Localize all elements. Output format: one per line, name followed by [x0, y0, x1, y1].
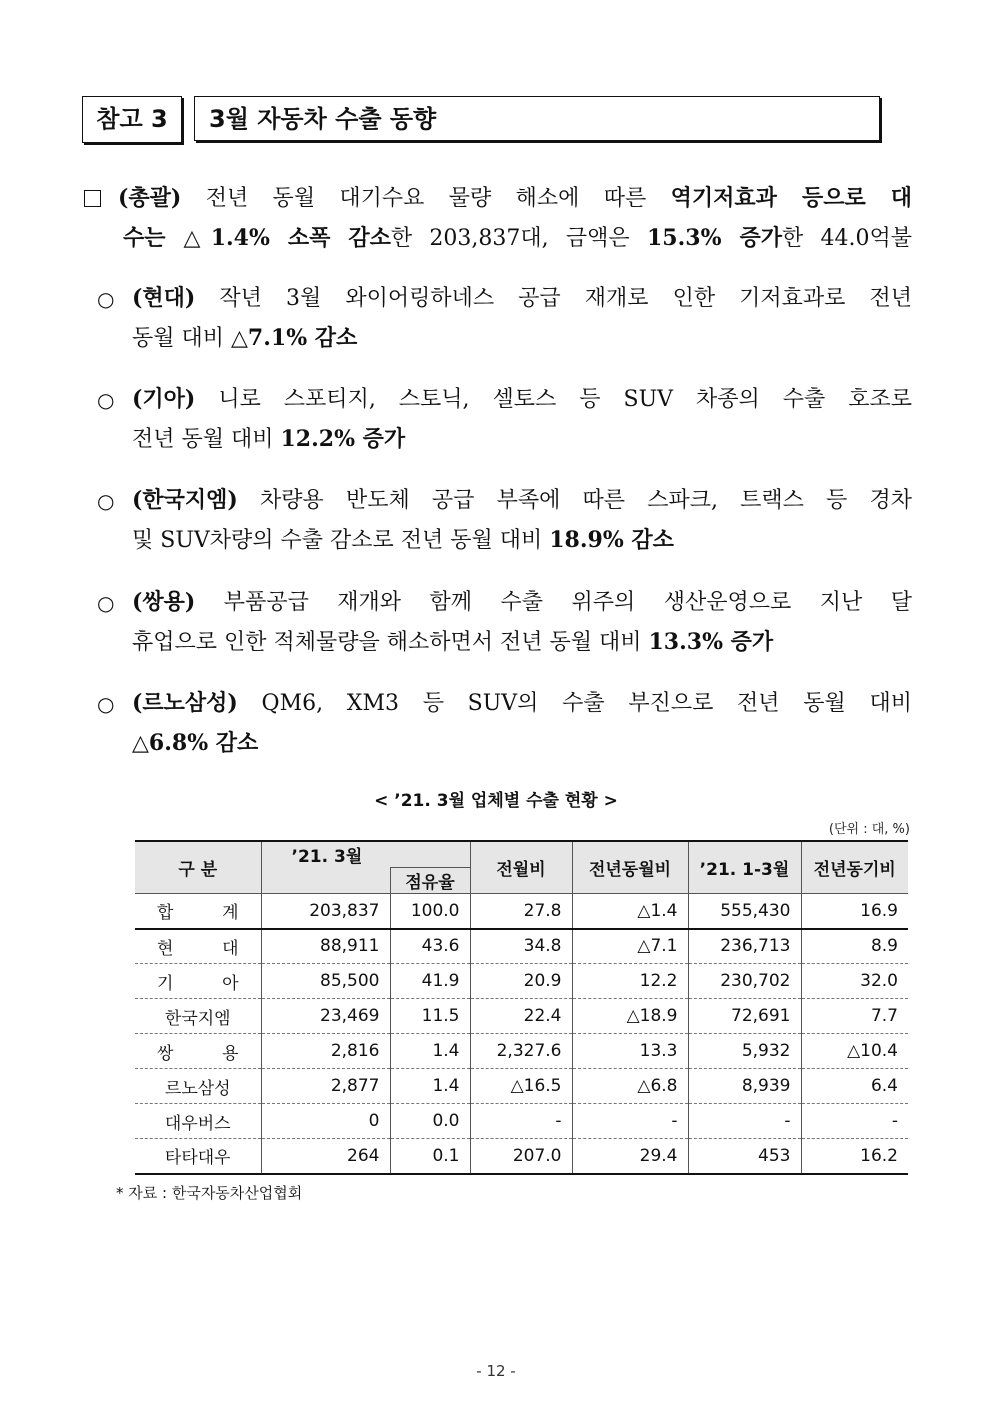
cell: 0.1	[390, 1139, 470, 1174]
summary-text-1: 전년 동월 대기수요 물량 해소에 따른	[181, 186, 671, 211]
summary-paragraph	[118, 178, 912, 218]
item-label: (쌍용)	[132, 589, 196, 615]
cell: 20.9	[470, 964, 572, 999]
page-title: 3월 자동차 수출 동향	[194, 96, 880, 141]
item-label: (르노삼성)	[132, 690, 238, 716]
header-q1-yoy: 전년동기비	[801, 841, 908, 894]
cell: 555,430	[688, 894, 801, 929]
cell-name: 합 계	[135, 894, 261, 929]
summary-paragraph-line2	[118, 218, 912, 258]
summary-bold-2: 수는 △1.4% 소폭 감소	[123, 225, 391, 251]
cell: 16.2	[801, 1139, 908, 1174]
cell: -	[572, 1104, 688, 1139]
cell: △18.9	[572, 999, 688, 1034]
cell: 34.8	[470, 929, 572, 964]
cell-name: 대우버스	[135, 1104, 261, 1139]
bullet-icon: ○	[97, 388, 115, 412]
item-kia	[132, 379, 912, 459]
cell: 264	[261, 1139, 390, 1174]
cell: 27.8	[470, 894, 572, 929]
header-mom: 전월비	[470, 841, 572, 894]
cell: 0	[261, 1104, 390, 1139]
cell: -	[801, 1104, 908, 1139]
source-note: * 자료 : 한국자동차산업협회	[116, 1184, 303, 1202]
cell: 32.0	[801, 964, 908, 999]
item-gm-korea	[132, 480, 912, 560]
item-line2-bold: 12.2% 증가	[280, 426, 406, 452]
item-hyundai	[132, 278, 912, 358]
bullet-icon: ○	[97, 591, 115, 615]
cell: △10.4	[801, 1034, 908, 1069]
cell-name: 한국지엠	[135, 999, 261, 1034]
summary-label: (총괄)	[118, 185, 182, 211]
cell: 11.5	[390, 999, 470, 1034]
header-q1: ’21. 1-3월	[688, 841, 801, 894]
cell: 100.0	[390, 894, 470, 929]
header-share: 점유율	[390, 868, 470, 894]
cell: 72,691	[688, 999, 801, 1034]
cell: △1.4	[572, 894, 688, 929]
checkbox-square-icon	[84, 190, 101, 207]
cell: 41.9	[390, 964, 470, 999]
cell: 8.9	[801, 929, 908, 964]
cell: 236,713	[688, 929, 801, 964]
table-row	[135, 1139, 908, 1174]
table-row	[135, 1104, 908, 1139]
cell: 6.4	[801, 1069, 908, 1104]
cell: -	[470, 1104, 572, 1139]
cell: 453	[688, 1139, 801, 1174]
item-line2-bold: △6.8% 감소	[132, 730, 259, 756]
item-line1: 니로 스포티지, 스토닉, 셀토스 등 SUV 차종의 수출 호조로	[195, 387, 912, 412]
reference-label: 참고 3	[82, 96, 182, 143]
cell: △6.8	[572, 1069, 688, 1104]
cell: 203,837	[261, 894, 390, 929]
cell: △7.1	[572, 929, 688, 964]
cell: 12.2	[572, 964, 688, 999]
summary-text-3: 한 44.0억불	[781, 226, 913, 251]
cell: 2,816	[261, 1034, 390, 1069]
cell: 13.3	[572, 1034, 688, 1069]
cell: △16.5	[470, 1069, 572, 1104]
header-spacer	[261, 868, 390, 894]
table-row	[135, 999, 908, 1034]
item-ssangyong	[132, 582, 912, 662]
item-line2-text: 및 SUV차량의 수출 감소로 전년 동월 대비	[132, 528, 550, 553]
table-row-total	[135, 894, 908, 929]
item-label: (현대)	[132, 285, 196, 311]
item-line2-text: 동월 대비	[132, 326, 231, 351]
item-label: (기아)	[132, 386, 196, 412]
cell: 88,911	[261, 929, 390, 964]
cell: 8,939	[688, 1069, 801, 1104]
cell: 7.7	[801, 999, 908, 1034]
cell: 2,327.6	[470, 1034, 572, 1069]
item-line1: 부품공급 재개와 함께 수출 위주의 생산운영으로 지난 달	[195, 590, 912, 615]
cell: 85,500	[261, 964, 390, 999]
cell-name: 르노삼성	[135, 1069, 261, 1104]
table-row	[135, 964, 908, 999]
cell: 2,877	[261, 1069, 390, 1104]
summary-bold-3: 15.3% 증가	[647, 225, 782, 251]
item-line1: 차량용 반도체 공급 부족에 따른 스파크, 트랙스 등 경차	[237, 488, 912, 513]
table-title: < ’21. 3월 업체별 수출 현황 >	[374, 791, 618, 811]
cell: 0.0	[390, 1104, 470, 1139]
summary-bold-1: 역기저효과 등으로 대	[670, 185, 913, 211]
item-renault-samsung	[132, 683, 912, 763]
cell: 29.4	[572, 1139, 688, 1174]
item-line2-bold: 13.3% 증가	[648, 629, 774, 655]
cell: 23,469	[261, 999, 390, 1034]
cell: 1.4	[390, 1069, 470, 1104]
bullet-icon: ○	[97, 287, 115, 311]
cell-name: 쌍 용	[135, 1034, 261, 1069]
cell-name: 타타대우	[135, 1139, 261, 1174]
table-unit: (단위 : 대, %)	[828, 822, 910, 837]
item-line2-text: 전년 동월 대비	[132, 427, 281, 452]
cell: 43.6	[390, 929, 470, 964]
cell: 1.4	[390, 1034, 470, 1069]
item-line1: QM6, XM3 등 SUV의 수출 부진으로 전년 동월 대비	[237, 691, 912, 716]
item-line2-bold: △7.1% 감소	[231, 325, 358, 351]
bullet-icon: ○	[97, 489, 115, 513]
header-march: ’21. 3월	[261, 841, 470, 868]
item-line1: 작년 3월 와이어링하네스 공급 재개로 인한 기저효과로 전년	[195, 286, 912, 311]
header-yoy: 전년동월비	[572, 841, 688, 894]
cell: -	[688, 1104, 801, 1139]
page-number: - 12 -	[476, 1362, 516, 1380]
table-row	[135, 1034, 908, 1069]
item-line2-text: 휴업으로 인한 적체물량을 해소하면서 전년 동월 대비	[132, 630, 649, 655]
item-label: (한국지엠)	[132, 487, 238, 513]
header-category: 구 분	[135, 841, 261, 894]
cell: 22.4	[470, 999, 572, 1034]
summary-text-2: 한 203,837대, 금액은	[390, 226, 647, 251]
cell: 16.9	[801, 894, 908, 929]
table-row	[135, 1069, 908, 1104]
cell: 230,702	[688, 964, 801, 999]
cell-name: 현 대	[135, 929, 261, 964]
bullet-icon: ○	[97, 692, 115, 716]
cell: 207.0	[470, 1139, 572, 1174]
table-row	[135, 929, 908, 964]
cell-name: 기 아	[135, 964, 261, 999]
export-table	[135, 840, 908, 1175]
item-line2-bold: 18.9% 감소	[549, 527, 674, 553]
cell: 5,932	[688, 1034, 801, 1069]
